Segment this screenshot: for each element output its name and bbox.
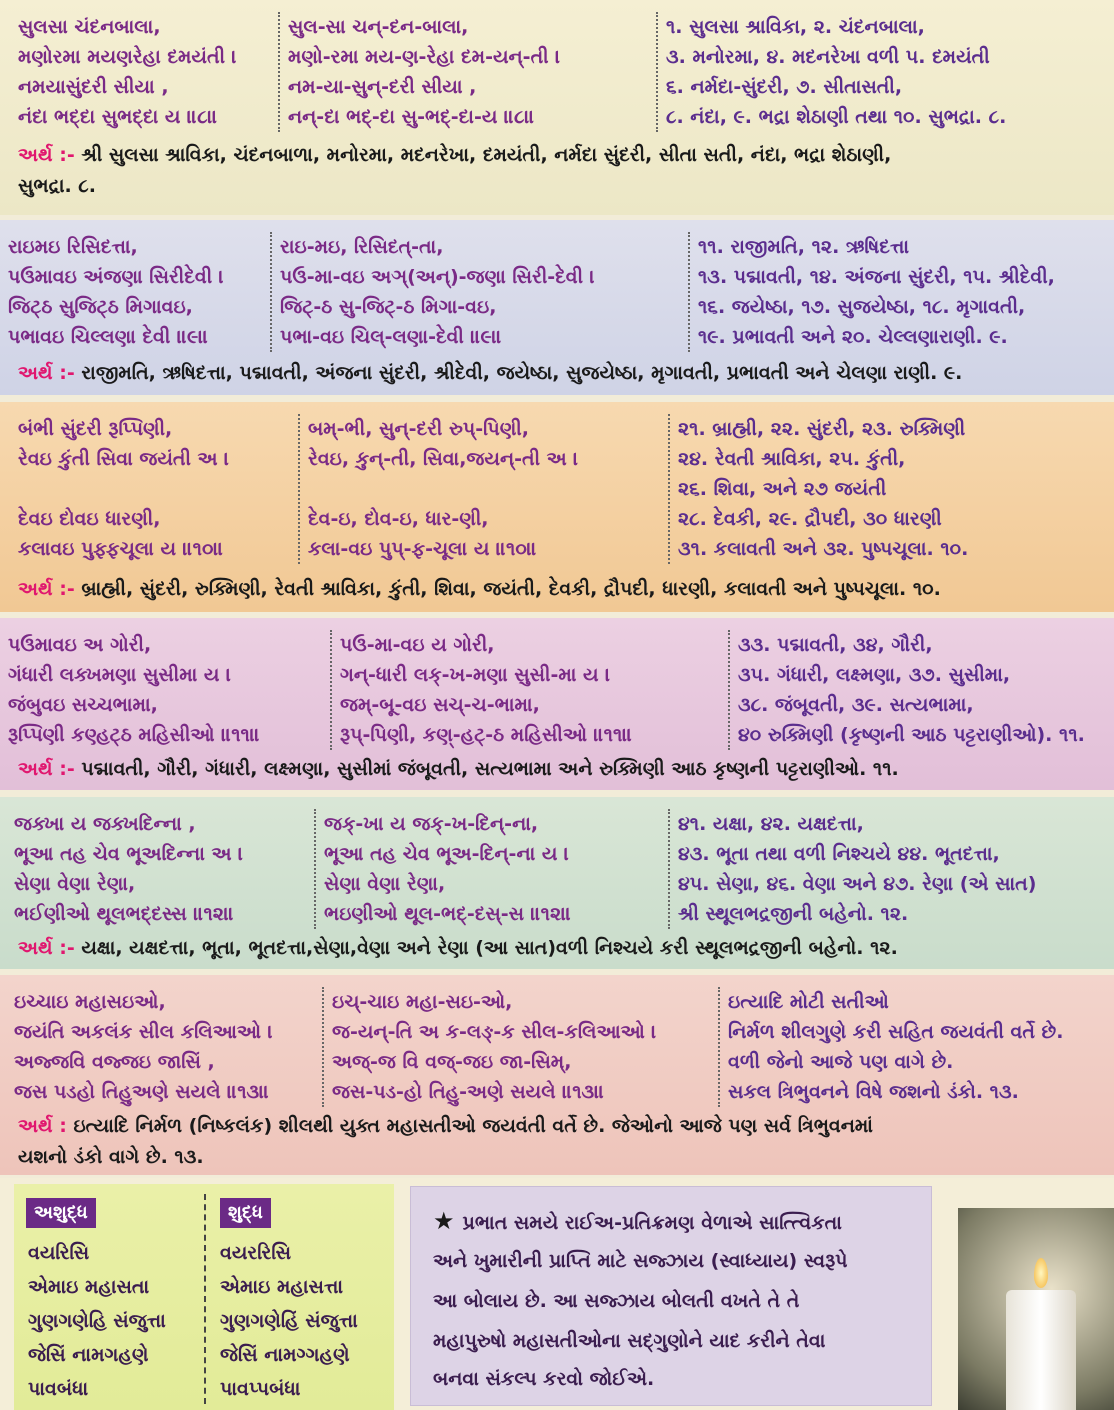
verse-13-section: [0, 975, 1114, 1175]
prakrit-column: [14, 809, 243, 929]
verse-line: સેણા વેણા રેણા,: [14, 873, 136, 895]
meaning-paragraph: [18, 933, 1100, 964]
translation-line: ૪૫. સેણા, ૪૬. વેણા અને ૪૭. રેણા (એ સાત): [678, 873, 1037, 895]
candle-photo: [958, 1208, 1114, 1410]
right-entry: પાવપ્પબંધા: [220, 1378, 301, 1400]
syllable-line: મણો-રમા મય-ણ-રેહા દમ-યન્-તી ।: [288, 46, 561, 68]
translation-line: ૩૫. ગંધારી, લક્ષ્મણા, ૩૭. સુસીમા,: [738, 664, 1011, 686]
meaning-text: યક્ષા, યક્ષદત્તા, ભૂતા, ભૂતદત્તા,સેણા,વેણા અને રેણા (આ સાત)વળી નિશ્ચયે કરી સ્થૂલભદ્રજીની બહેનો. ૧૨.: [81, 937, 898, 959]
syllable-line: રાઇ-મઇ, રિસિદત્-તા,: [280, 236, 444, 258]
syllable-line: જક્-ખા ય જક્-ખ-દિન્-ના,: [324, 813, 539, 835]
meaning-paragraph: [18, 754, 1100, 785]
translation-column: [668, 414, 968, 564]
verse-line: ઇચ્ચાઇ મહાસઇઓ,: [14, 991, 166, 1013]
star-icon: ★: [433, 1207, 455, 1235]
meaning-label: અર્થ :-: [18, 144, 75, 166]
meaning-paragraph: [18, 1111, 1100, 1173]
syllable-line: સુલ-સા ચન્-દન-બાલા,: [288, 16, 469, 38]
note-box: [410, 1186, 932, 1406]
syllable-line: જસ-પડ-હો તિહુ-અણે સયલે ॥૧૩॥: [332, 1081, 605, 1103]
verse-line: બંભી સુંદરી રૂપ્પિણી,: [18, 418, 173, 440]
syllable-line: ભૂઆ તહ ચેવ ભૂઅ-દિન્-ના ય ।: [324, 843, 570, 865]
translation-line: ૩૩. પદ્માવતી, ૩૪, ગૌરી,: [738, 634, 933, 656]
meaning-label: અર્થ :: [18, 1115, 67, 1137]
translation-line: ૨૧. બ્રાહ્મી, ૨૨. સુંદરી, ૨૩. રુક્મિણી: [678, 418, 966, 440]
prakrit-column: [8, 232, 224, 352]
translation-line: ૪૩. ભૂતા તથા વળી નિશ્ચયે ૪૪. ભૂતદત્તા,: [678, 843, 1000, 865]
translation-line: ૧૯. પ્રભાવતી અને ૨૦. ચેલ્લણારાણી. ૯.: [698, 326, 1008, 348]
note-line: [433, 1201, 842, 1243]
syllable-line: બમ્-ભી, સુન્-દરી રુપ્-પિણી,: [308, 418, 529, 440]
syllable-line: ઇચ્-ચાઇ મહા-સઇ-ઓ,: [332, 991, 513, 1013]
prakrit-column: [18, 414, 229, 564]
meaning-label: અર્થ :-: [18, 937, 75, 959]
meaning-text: યશનો ડંકો વાગે છે. ૧૩.: [18, 1146, 204, 1168]
verse-line: કલાવઇ પુફ્ફચૂલા ય ॥૧૦॥: [18, 538, 224, 560]
translation-column: [728, 630, 1085, 750]
syllable-column: [278, 12, 560, 132]
verse-line: પઉમાવઇ અ ગોરી,: [8, 634, 152, 656]
translation-line: ૧૩. પદ્માવતી, ૧૪. અંજના સુંદરી, ૧૫. શ્રીદેવી,: [698, 266, 1055, 288]
translation-line: ૨૪. રેવતી શ્રાવિકા, ૨૫. કુંતી,: [678, 448, 906, 470]
verse-line: પઉમાવઇ અંજણા સિરીદેવી ।: [8, 266, 224, 288]
verse-line: ભૂઆ તહ ચેવ ભૂઅદિન્ના અ ।: [14, 843, 244, 865]
syllable-line: જિટ્-ઠ સુ-જિટ્-ઠ મિગા-વઇ,: [280, 296, 497, 318]
verse-line: અજ્જવિ વજ્જઇ જાસિં ,: [14, 1051, 215, 1073]
candle-icon: [1006, 1290, 1076, 1410]
verse-line: સુલસા ચંદનબાલા,: [18, 16, 161, 38]
bottom-area: [0, 1178, 1114, 1410]
table-divider: [204, 1194, 206, 1404]
verse-line: ગંધારી લક્ખમણા સુસીમા ય ।: [8, 664, 232, 686]
wrong-header: અશુદ્ધ: [26, 1198, 96, 1228]
meaning-paragraph: [18, 140, 1100, 202]
right-header: શુદ્ધ: [220, 1198, 271, 1228]
syllable-column: [270, 232, 595, 352]
verse-line: [18, 474, 229, 504]
wrong-entry: એમાઇ મહાસતા: [28, 1276, 150, 1298]
syllable-line: અજ્-જ વિ વજ્-જઇ જા-સિમ્,: [332, 1051, 572, 1073]
meaning-text: સુભદ્રા. ૮.: [18, 175, 96, 197]
wrong-entry: જેસિં નામગહણે: [28, 1344, 149, 1366]
flame-icon: [1034, 1258, 1048, 1288]
syllable-column: [298, 414, 578, 564]
verse-10-section: [0, 402, 1114, 612]
translation-line: ૩૮. જંબૂવતી, ૩૯. સત્યભામા,: [738, 694, 974, 716]
translation-line: ૮. નંદા, ૯. ભદ્રા શેઠાણી તથા ૧૦. સુભદ્રા. ૮.: [666, 106, 1007, 128]
translation-line: ૩૧. કલાવતી અને ૩૨. પુષ્પચૂલા. ૧૦.: [678, 538, 969, 560]
translation-line: શ્રી સ્થૂલભદ્રજીની બહેનો. ૧૨.: [678, 903, 909, 925]
note-line: આ બોલાય છે. આ સજ્ઝાય બોલતી વખતે તે તે: [433, 1290, 800, 1312]
translation-line: ૨૬. શિવા, અને ૨૭ જયંતી: [678, 478, 887, 500]
prakrit-column: [14, 987, 273, 1107]
syllable-line: ભઇણીઓ થૂલ-ભદ્-દસ્-સ ॥૧૨॥: [324, 903, 572, 925]
verse-12-section: [0, 797, 1114, 969]
translation-column: [688, 232, 1055, 352]
meaning-paragraph: [18, 358, 1100, 389]
meaning-paragraph: [18, 574, 1100, 605]
syllable-column: [322, 987, 657, 1107]
syllable-line: કલા-વઇ પુપ્-ફ-ચૂલા ય ॥૧૦॥: [308, 538, 537, 560]
syllable-line: [308, 474, 578, 504]
translation-line: ઇત્યાદિ મોટી સતીઓ: [728, 991, 889, 1013]
right-entry: વયરરિસિ: [220, 1242, 292, 1264]
prakrit-column: [8, 630, 260, 750]
syllable-line: નમ-યા-સુન્-દરી સીયા ,: [288, 76, 477, 98]
wrong-entry: વયરિસિ: [28, 1242, 90, 1264]
verse-line: ભઈણીઓ થૂલભદ્દસ્સ ॥૧૨॥: [14, 903, 234, 925]
translation-line: ૧. સુલસા શ્રાવિકા, ૨. ચંદનબાલા,: [666, 16, 925, 38]
verse-line: દેવઇ દોવઇ ધારણી,: [18, 508, 161, 530]
verse-8-section: [0, 0, 1114, 215]
translation-column: [668, 809, 1036, 929]
translation-line: ૪૦ રુક્મિણી (કૃષ્ણની આઠ પટ્ટરાણીઓ). ૧૧.: [738, 724, 1085, 746]
meaning-label: અર્થ :-: [18, 362, 75, 384]
translation-line: ૨૮. દેવકી, ૨૯. દ્રૌપદી, ૩૦ ધારણી: [678, 508, 942, 530]
corrections-table: [14, 1184, 394, 1410]
translation-line: ૧૬. જયેષ્ઠા, ૧૭. સુજયેષ્ઠા, ૧૮. મૃગાવતી,: [698, 296, 1026, 318]
note-line: બનવા સંકલ્પ કરવો જોઈએ.: [433, 1368, 655, 1390]
wrong-entry: પાવબંધા: [28, 1378, 89, 1400]
meaning-text: પદ્માવતી, ગૌરી, ગંધારી, લક્ષ્મણા, સુસીમાં જંબૂવતી, સત્યભામા અને રુક્મિણી આઠ કૃષ્ણની પટ્ટરાણીઓ. ૧૧.: [81, 758, 899, 780]
syllable-column: [314, 809, 571, 929]
syllable-line: પઉ-મા-વઇ ય ગોરી,: [340, 634, 495, 656]
right-entry: જેસિં નામગ્ગહણે: [220, 1344, 350, 1366]
verse-line: જિટ્ઠ સુજિટ્ઠ મિગાવઇ,: [8, 296, 193, 318]
verse-line: મણોરમા મયણરેહા દમયંતી ।: [18, 46, 237, 68]
syllable-line: પઉ-મા-વઇ અઞ્(અન્)-જણા સિરી-દેવી ।: [280, 266, 595, 288]
verse-line: જંબુવઇ સચ્ચભામા,: [8, 694, 158, 716]
verse-9-section: [0, 220, 1114, 395]
meaning-text: શ્રી સુલસા શ્રાવિકા, ચંદનબાળા, મનોરમા, મદનરેખા, દમયંતી, નર્મદા સુંદરી, સીતા સતી, નંદા, ભદ્રા શેઠાણી,: [81, 144, 892, 166]
verse-11-section: [0, 618, 1114, 790]
note-text: પ્રભાત સમયે રાઈઅ-પ્રતિક્રમણ વેળાએ સાત્ત્વિકતા: [462, 1212, 842, 1234]
syllable-line: જમ્-બૂ-વઇ સચ્-ચ-ભામા,: [340, 694, 540, 716]
prakrit-column: [18, 12, 237, 132]
syllable-column: [330, 630, 632, 750]
translation-column: [656, 12, 1006, 132]
right-entry: એમાઇ મહાસત્તા: [220, 1276, 344, 1298]
syllable-line: દેવ-ઇ, દોવ-ઇ, ધાર-ણી,: [308, 508, 489, 530]
translation-line: ૧૧. રાજીમતિ, ૧૨. ઋષિદત્તા: [698, 236, 910, 258]
syllable-line: રૂપ્-પિણી, કણ્-હટ્-ઠ મહિસીઓ ॥૧૧॥: [340, 724, 633, 746]
meaning-text: બ્રાહ્મી, સુંદરી, રુક્મિણી, રેવતી શ્રાવિકા, કુંતી, શિવા, જયંતી, દેવકી, દ્રૌપદી, ધારણી, કલાવતી અને પુષ્પચૂલા. ૧૦.: [81, 578, 941, 600]
translation-line: ૬. નર્મદા-સુંદરી, ૭. સીતાસતી,: [666, 76, 903, 98]
syllable-line: પભા-વઇ ચિલ્-લણા-દેવી ॥૯॥: [280, 326, 502, 348]
syllable-line: જ-યન્-તિ અ ક-લઙ્-ક સીલ-કલિઆઓ ।: [332, 1021, 657, 1043]
verse-line: પભાવઇ ચિલ્લણા દેવી ॥૯॥: [8, 326, 209, 348]
verse-line: જયંતિ અકલંક સીલ કલિઆઓ ।: [14, 1021, 273, 1043]
translation-line: ૪૧. યક્ષા, ૪૨. યક્ષદત્તા,: [678, 813, 864, 835]
verse-line: રાઇમઇ રિસિદત્તા,: [8, 236, 138, 258]
translation-line: વળી જેનો આજે પણ વાગે છે.: [728, 1051, 954, 1073]
wrong-entry: ગુણગણેહિ સંજુત્તા: [28, 1310, 166, 1332]
translation-line: નિર્મળ શીલગુણે કરી સહિત જયવંતી વર્તે છે.: [728, 1021, 1064, 1043]
note-line: અને ખુમારીની પ્રાપ્તિ માટે સજ્ઝાય (સ્વાધ્યાય) સ્વરૂપે: [433, 1250, 848, 1272]
meaning-text: ઇત્યાદિ નિર્મળ (નિષ્કલંક) શીલથી યુક્ત મહાસતીઓ જયવંતી વર્તે છે. જેઓનો આજે પણ સર્વ ત્રિભુવનમાં: [73, 1115, 873, 1137]
translation-line: સકલ ત્રિભુવનને વિષે જશનો ડંકો. ૧૩.: [728, 1081, 1019, 1103]
verse-line: રૂપ્પિણી કણ્હટ્ઠ મહિસીઓ ॥૧૧॥: [8, 724, 260, 746]
translation-line: ૩. મનોરમા, ૪. મદનરેખા વળી ૫. દમયંતી: [666, 46, 990, 68]
verse-line: નંદા ભદ્દા સુભદ્દા ય ॥૮॥: [18, 106, 218, 128]
syllable-line: સેણા વેણા રેણા,: [324, 873, 446, 895]
meaning-text: રાજીમતિ, ઋષિદત્તા, પદ્માવતી, અંજના સુંદરી, શ્રીદેવી, જયેષ્ઠા, સુજયેષ્ઠા, મૃગાવતી, પ્રભાવતી અને ચેલણા રાણી. ૯.: [81, 362, 963, 384]
meaning-label: અર્થ :-: [18, 578, 75, 600]
meaning-label: અર્થ :-: [18, 758, 75, 780]
translation-column: [718, 987, 1063, 1107]
verse-line: જસ પડહો તિહુઅણે સયલે ॥૧૩॥: [14, 1081, 270, 1103]
syllable-line: રેવઇ, કુન્-તી, સિવા,જયન્-તી અ ।: [308, 448, 579, 470]
syllable-line: નન્-દા ભદ્-દા સુ-ભદ્-દા-ય ॥૮॥: [288, 106, 535, 128]
note-line: મહાપુરુષો મહાસતીઓના સદ્ગુણોને યાદ કરીને તેવા: [433, 1330, 826, 1352]
verse-line: નમયાસુંદરી સીયા ,: [18, 76, 169, 98]
verse-line: રેવઇ કુંતી સિવા જયંતી અ ।: [18, 448, 230, 470]
verse-line: જક્ખા ય જક્ખદિન્ના ,: [14, 813, 196, 835]
syllable-line: ગન્-ધારી લક્-ખ-મણા સુસી-મા ય ।: [340, 664, 611, 686]
right-entry: ગુણગણેહિં સંજુત્તા: [220, 1310, 358, 1332]
